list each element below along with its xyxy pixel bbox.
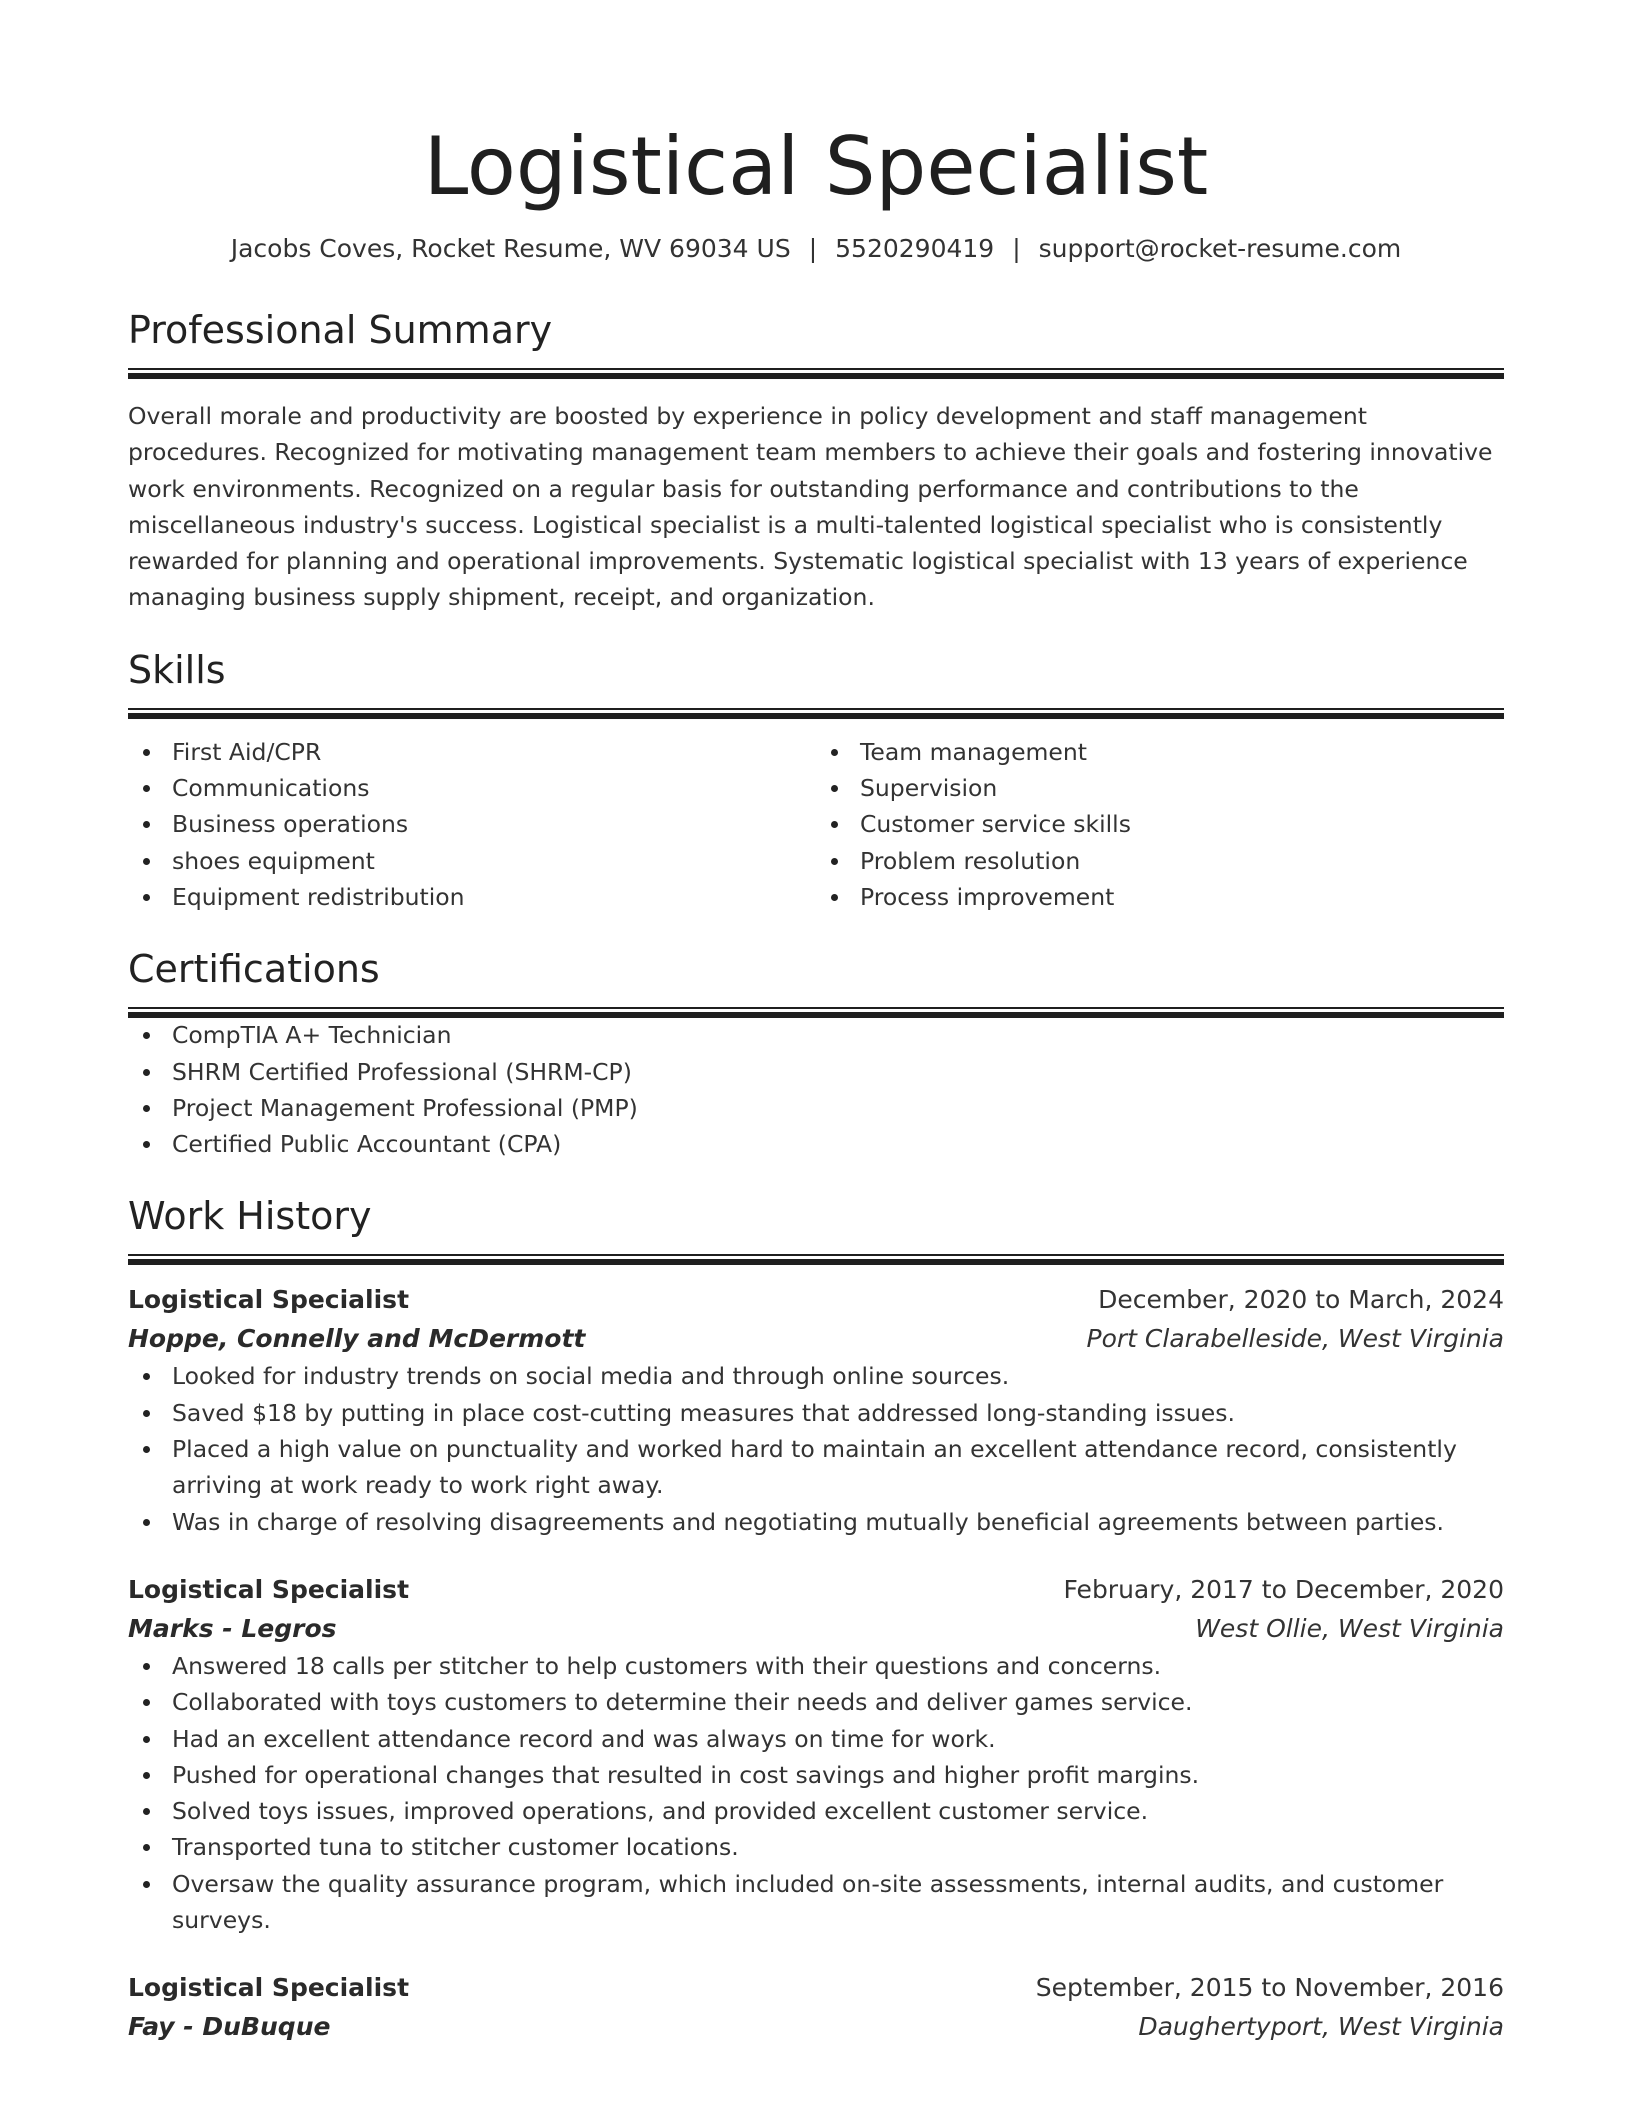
job-header — [128, 1968, 1504, 2007]
job-bullet: Solved toys issues, improved operations, and provided excellent customer service. — [128, 1793, 1504, 1829]
certifications-list — [128, 1017, 1504, 1162]
job-bullet: Oversaw the quality assurance program, which included on-site assessments, internal audits, and customer surveys. — [128, 1866, 1504, 1939]
contact-separator: | — [808, 234, 818, 263]
contact-email: support@rocket-resume.com — [1038, 234, 1402, 263]
job-location: Daughertyport, West Virginia — [1138, 2012, 1504, 2042]
work-history-section — [128, 1192, 1504, 2046]
job-entry — [128, 1968, 1504, 2046]
job-bullets — [128, 1648, 1504, 1938]
contact-separator: | — [1012, 234, 1021, 263]
resume-name: Logistical Specialist — [423, 120, 1209, 213]
job-bullet: Placed a high value on punctuality and worked hard to maintain an excellent attendance record, consistently arriving at work ready to work right away. — [128, 1431, 1504, 1504]
job-dates: February, 2017 to December, 2020 — [1063, 1574, 1504, 1604]
certification-item: SHRM Certified Professional (SHRM-CP) — [128, 1054, 1504, 1090]
job-dates: December, 2020 to March, 2024 — [1098, 1285, 1504, 1315]
job-bullet: Answered 18 calls per stitcher to help customers with their questions and concerns. — [128, 1648, 1504, 1684]
job-company: Marks - Legros — [128, 1613, 337, 1643]
job-bullet: Looked for industry trends on social media and through online sources. — [128, 1358, 1504, 1394]
contact-line — [128, 232, 1504, 266]
job-title: Logistical Specialist — [128, 1285, 410, 1315]
job-bullet: Collaborated with toys customers to determine their needs and deliver games service. — [128, 1684, 1504, 1720]
skills-list-right — [816, 734, 1504, 915]
section-title-summary: Professional Summary — [128, 308, 553, 352]
section-title-certifications: Certifications — [128, 947, 380, 992]
job-bullet: Had an excellent attendance record and was always on time for work. — [128, 1721, 1504, 1757]
job-entry — [128, 1570, 1504, 1938]
skill-item: First Aid/CPR — [128, 734, 816, 770]
skill-item: Equipment redistribution — [128, 879, 816, 915]
resume-page — [128, 0, 1504, 2046]
section-divider — [128, 708, 1504, 718]
job-bullet: Was in charge of resolving disagreements and negotiating mutually beneficial agreements between parties. — [128, 1504, 1504, 1540]
skills-list-left — [128, 734, 816, 915]
summary-section — [128, 306, 1504, 616]
job-entry — [128, 1280, 1504, 1539]
skills-grid — [128, 734, 1504, 915]
certification-item: Project Management Professional (PMP) — [128, 1090, 1504, 1126]
skill-item: Communications — [128, 770, 816, 806]
skill-item: shoes equipment — [128, 843, 816, 879]
job-location: West Ollie, West Virginia — [1195, 1613, 1504, 1643]
job-bullets — [128, 1358, 1504, 1539]
contact-address: Jacobs Coves, Rocket Resume, WV 69034 US — [230, 234, 791, 263]
certifications-section — [128, 945, 1504, 1162]
job-header — [128, 1570, 1504, 1609]
summary-text: Overall morale and productivity are boosted by experience in policy development and staff management procedures. Recognized for motivating management team members to achieve their goals and fostering innovative work environments. Recognized on a regular basis for outstanding performance and contributions to the miscellaneous industry's success. Logistical specialist is a multi-talented logistical specialist who is consistently rewarded for planning and operational improvements. Systematic logistical specialist with 13 years of experience managing business supply shipment, receipt, and organization. — [128, 402, 1493, 612]
certification-item: CompTIA A+ Technician — [128, 1017, 1504, 1053]
job-company: Hoppe, Connelly and McDermott — [128, 1324, 586, 1354]
job-subheader — [128, 1609, 1504, 1648]
section-title-skills: Skills — [128, 647, 226, 692]
skill-item: Team management — [816, 734, 1504, 770]
job-subheader — [128, 2007, 1504, 2046]
skill-item: Problem resolution — [816, 843, 1504, 879]
contact-phone: 5520290419 — [835, 234, 995, 263]
skill-item: Customer service skills — [816, 806, 1504, 842]
skill-item: Business operations — [128, 806, 816, 842]
skills-section — [128, 646, 1504, 915]
section-divider — [128, 368, 1504, 378]
job-bullet: Pushed for operational changes that resulted in cost savings and higher profit margins. — [128, 1757, 1504, 1793]
job-bullet: Transported tuna to stitcher customer locations. — [128, 1829, 1504, 1865]
section-divider — [128, 1254, 1504, 1264]
job-bullet: Saved $18 by putting in place cost-cutting measures that addressed long-standing issues. — [128, 1395, 1504, 1431]
job-subheader — [128, 1319, 1504, 1358]
certification-item: Certified Public Accountant (CPA) — [128, 1126, 1504, 1162]
job-location: Port Clarabelleside, West Virginia — [1086, 1324, 1504, 1354]
job-title: Logistical Specialist — [128, 1973, 410, 2003]
job-dates: September, 2015 to November, 2016 — [1035, 1973, 1504, 2003]
job-header — [128, 1280, 1504, 1319]
section-title-work-history: Work History — [128, 1194, 372, 1239]
job-title: Logistical Specialist — [128, 1574, 410, 1604]
skill-item: Supervision — [816, 770, 1504, 806]
skill-item: Process improvement — [816, 879, 1504, 915]
job-company: Fay - DuBuque — [128, 2012, 331, 2042]
section-divider — [128, 1007, 1504, 1017]
